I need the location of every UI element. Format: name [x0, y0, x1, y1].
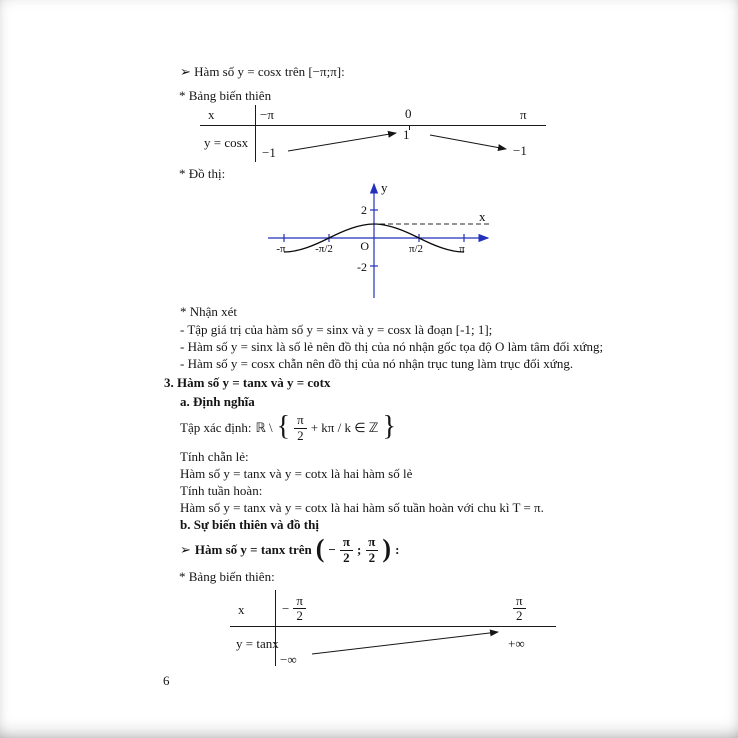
period-text: Hàm số y = tanx và y = cotx là hai hàm số tuần hoàn với chu kì T = π.: [180, 500, 544, 515]
remark-line-3: - Hàm số y = cosx chẵn nên đồ thị của nó nhận trục tung làm trục đối xứng.: [180, 356, 574, 371]
fraction-pi-over-2: [340, 535, 353, 565]
domain-set: ℝ \: [255, 420, 273, 435]
tan-section-heading: [180, 534, 399, 566]
axis-label-y: y: [381, 180, 388, 195]
axis-label-x: x: [479, 209, 486, 224]
domain-rest: + kπ / k ∈ ℤ: [310, 420, 379, 435]
parity-label: Tính chẵn lẻ:: [180, 449, 249, 464]
cos-heading-text: Hàm số y = cosx trên [−π;π]:: [194, 64, 345, 79]
y-max-label: 2: [361, 203, 367, 217]
fraction-numerator: π: [342, 534, 350, 550]
table-x-header: x: [238, 602, 245, 617]
table-value-right: −1: [513, 143, 527, 158]
domain-label: Tập xác định:: [180, 420, 252, 435]
period-label: Tính tuần hoàn:: [180, 483, 263, 498]
fraction-numerator: π: [516, 593, 523, 608]
increase-arrow: [312, 632, 498, 654]
cos-section-heading: [180, 64, 345, 80]
fraction-denominator: 2: [294, 428, 307, 443]
minus-sign: −: [328, 542, 336, 557]
table-x-right: π: [520, 107, 527, 122]
fraction-denominator: 2: [340, 550, 353, 565]
fraction-pi-over-2: [513, 594, 526, 624]
cosine-graph: [254, 176, 496, 304]
fraction-numerator: π: [368, 534, 376, 550]
left-paren: (: [315, 534, 325, 563]
parity-text: Hàm số y = tanx và y = cotx là hai hàm số lẻ: [180, 466, 413, 481]
remark-line-2: - Hàm số y = sinx là số lẻ nên đồ thị của nó nhận gốc tọa độ O làm tâm đối xứng;: [180, 339, 604, 354]
decrease-arrow: [430, 135, 506, 149]
right-paren: ): [382, 534, 392, 563]
fraction-numerator: π: [297, 412, 304, 428]
subsection-a-heading: a. Định nghĩa: [180, 394, 255, 409]
right-brace: }: [382, 411, 396, 442]
left-brace: {: [276, 411, 291, 442]
domain-line: [180, 412, 396, 444]
separator: ;: [356, 542, 362, 557]
fraction-pi-over-2: [293, 594, 306, 624]
table-value-left: −1: [262, 145, 276, 160]
tan-heading-text: Hàm số y = tanx trên: [194, 542, 312, 557]
tick-label-pi: π: [459, 243, 465, 255]
variation-table-cos: [200, 105, 546, 163]
tan-bbt-label: * Bảng biến thiên:: [179, 569, 275, 584]
fraction-denominator: 2: [293, 608, 306, 623]
subsection-b-heading: b. Sự biến thiên và đồ thị: [180, 517, 319, 532]
arrow-bullet-icon: ➢: [180, 542, 191, 557]
arrow-bullet-icon: ➢: [180, 64, 191, 79]
y-min-label: -2: [357, 260, 367, 274]
table-x-left: −π: [260, 107, 274, 122]
table-y-header: y = cosx: [204, 135, 249, 150]
page-number: 6: [163, 673, 170, 688]
table-arrows: [230, 590, 556, 670]
remark-line-1: - Tập giá trị của hàm số y = sinx và y = cosx là đoạn [-1; 1];: [180, 322, 493, 337]
table-value-peak: 1: [403, 127, 410, 142]
table-x-right: [513, 594, 526, 624]
colon: :: [395, 542, 400, 557]
table-x-left: [282, 594, 306, 624]
minus-sign: −: [282, 600, 290, 616]
tick-label-pi2: π/2: [408, 243, 424, 255]
variation-table-tan: [230, 590, 556, 670]
tick-label-negpi: -π: [276, 243, 286, 255]
section3-heading: 3. Hàm số y = tanx và y = cotx: [164, 375, 331, 390]
table-x-header: x: [208, 107, 215, 122]
table-value-right: +∞: [508, 636, 525, 651]
origin-label: O: [360, 239, 369, 253]
table-x-mid: 0: [405, 106, 412, 121]
cos-bbt-label: * Bảng biến thiên: [179, 88, 272, 103]
fraction-denominator: 2: [513, 608, 526, 623]
cos-graph-label: * Đồ thị:: [179, 166, 226, 181]
table-arrows: [200, 105, 546, 163]
table-y-header: y = tanx: [236, 636, 279, 651]
fraction-pi-over-2: [365, 535, 378, 565]
nhanxet-label: * Nhận xét: [180, 304, 238, 319]
fraction-pi-over-2: [294, 413, 307, 443]
table-value-left: −∞: [280, 652, 297, 667]
tick-label-negpi2: -π/2: [315, 243, 333, 255]
fraction-denominator: 2: [366, 550, 379, 565]
fraction-numerator: π: [296, 593, 303, 608]
increase-arrow: [288, 133, 396, 151]
